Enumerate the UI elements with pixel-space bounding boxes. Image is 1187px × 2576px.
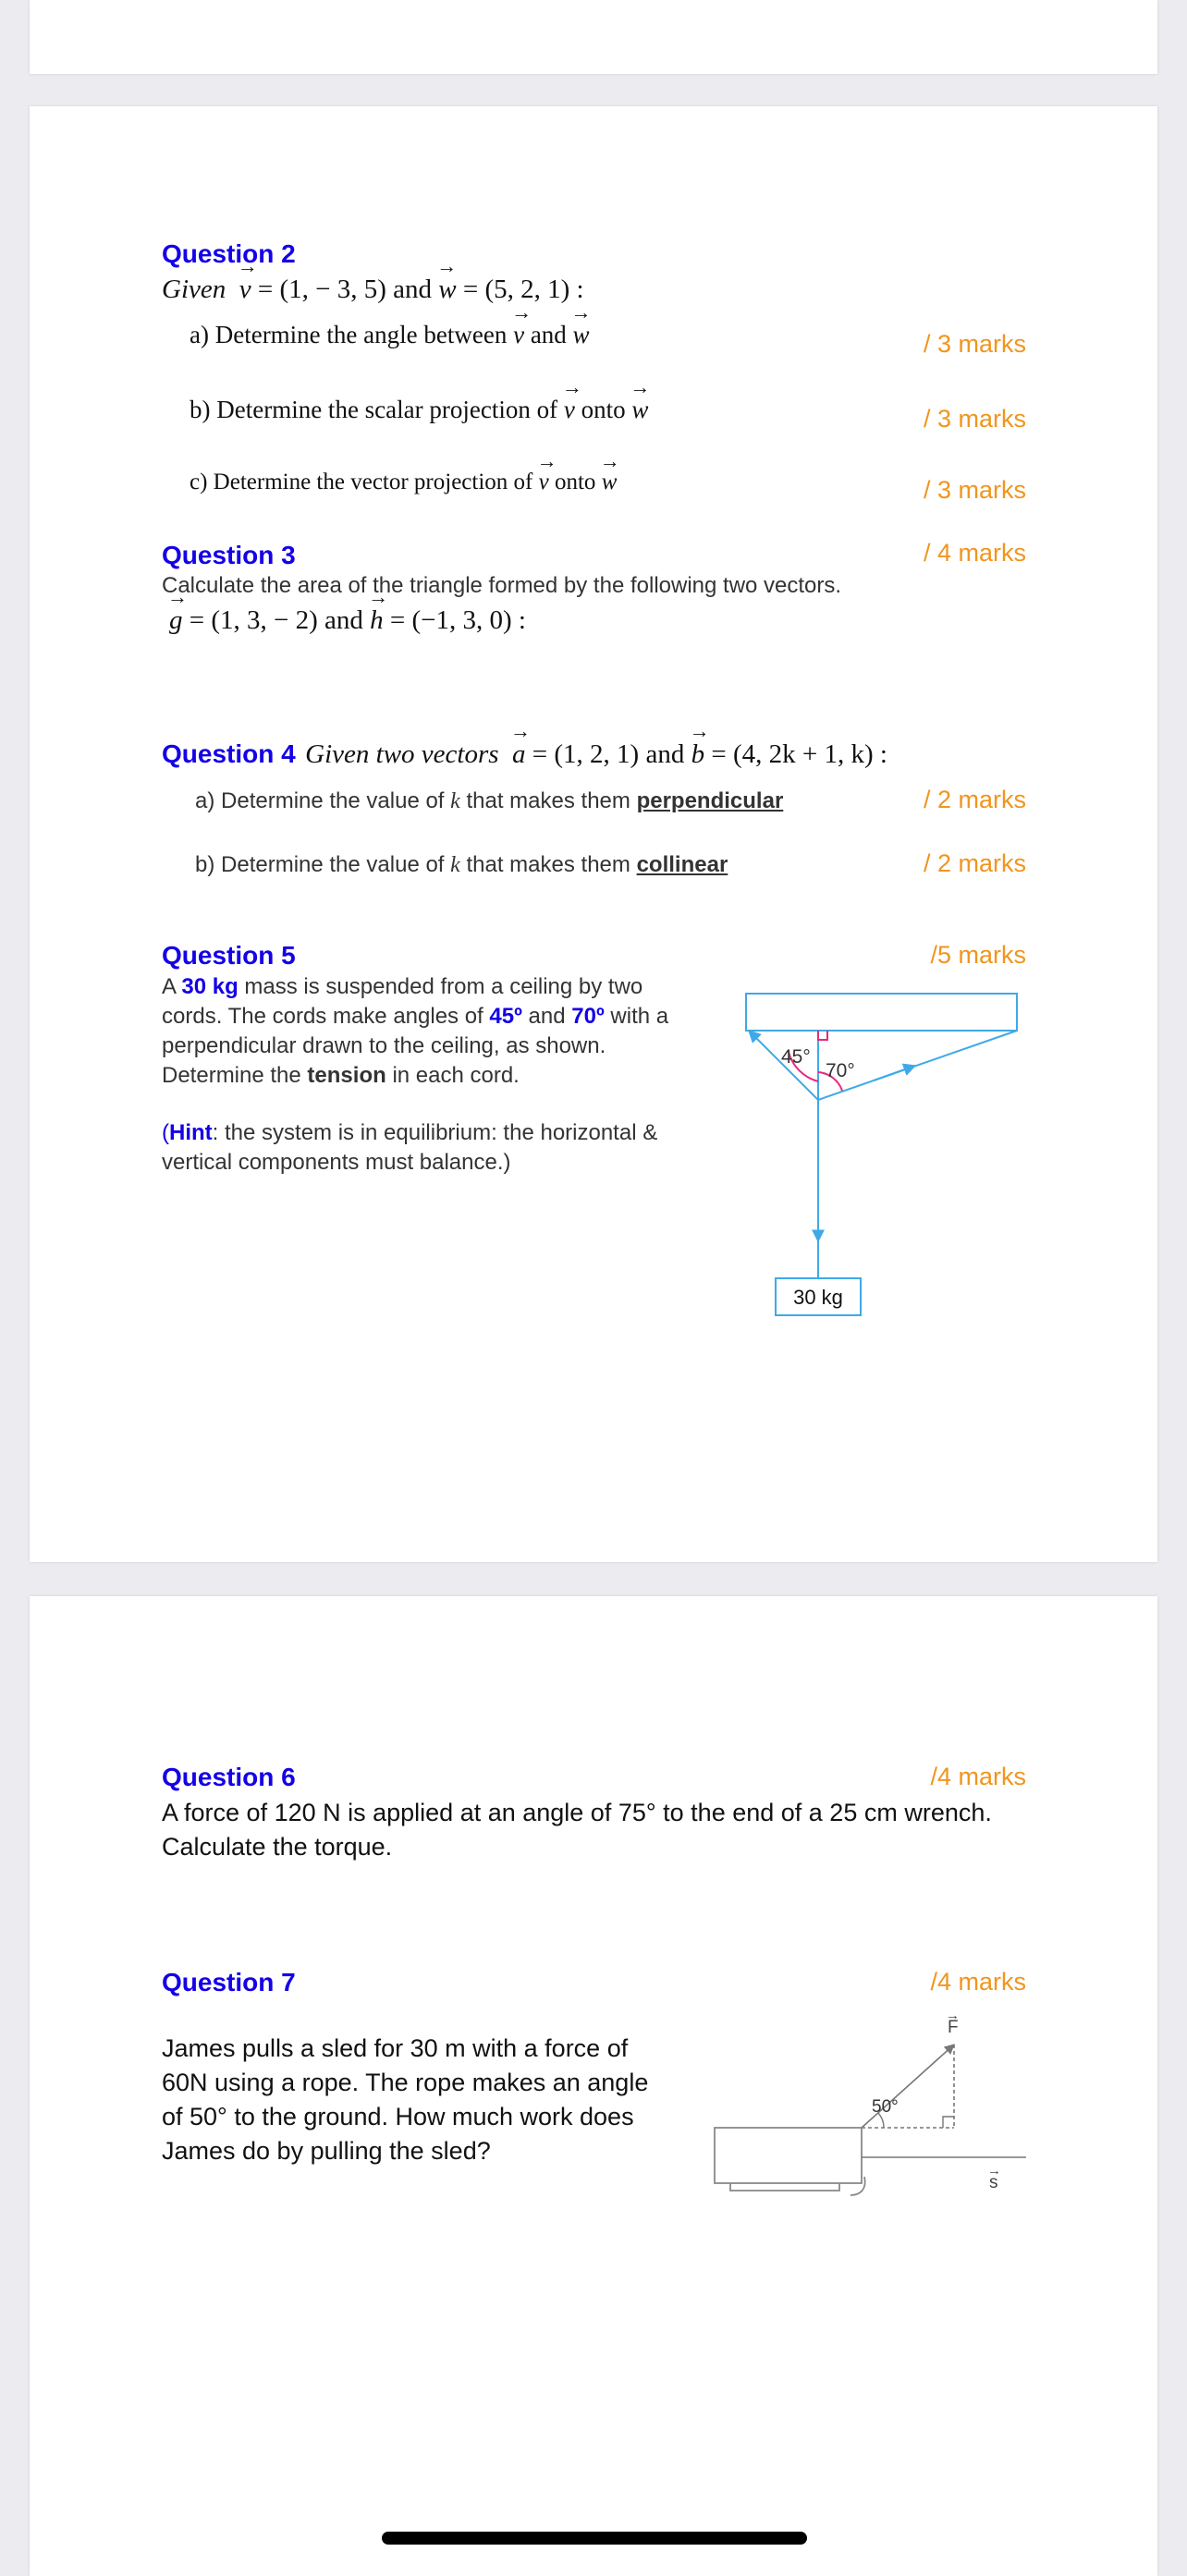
- q4-header: Question 4 Given two vectors → a = (1, 2, 1) and → b = (4, 2k + 1, k) :: [162, 739, 887, 770]
- page-1: [30, 106, 1157, 1562]
- q2-title: Question 2: [162, 239, 296, 268]
- q2-given: Given → v = (1, − 3, 5) and → w = (5, 2, 1) :: [162, 275, 584, 305]
- q6-title: Question 6: [162, 1763, 296, 1791]
- q7-text: James pulls a sled for 30 m with a force of 60N using a rope. The rope makes an angle of 50° to the ground. How much work does James do by pulling the sled?: [162, 2034, 649, 2165]
- q3-title: Question 3: [162, 541, 296, 569]
- q3-text: Calculate the area of the triangle formed by the following two vectors.: [162, 573, 842, 598]
- mass-label: 30 kg: [793, 1286, 843, 1309]
- q4-part-a: a) Determine the value of k that makes them perpendicular: [195, 788, 784, 813]
- q7-marks: /4 marks: [930, 1968, 1026, 1996]
- q2-part-a: a) Determine the angle between → v and → w: [190, 321, 590, 349]
- q5-marks: /5 marks: [930, 941, 1026, 969]
- right-angle-mark: [943, 2117, 954, 2128]
- q6-text: A force of 120 N is applied at an angle of 75° to the end of a 25 cm wrench. Calculate the torque.: [162, 1799, 992, 1861]
- angle-label-right: 70°: [826, 1060, 855, 1081]
- q7-diagram: [712, 2012, 1026, 2252]
- q5-diagram: [735, 984, 1031, 1336]
- page-top: [30, 0, 1157, 74]
- q2-part-b: b) Determine the scalar projection of → v onto → w: [190, 396, 648, 424]
- displacement-label: s: [989, 2173, 998, 2192]
- q6-marks: /4 marks: [930, 1763, 1026, 1790]
- q2-c-marks: / 3 marks: [923, 476, 1026, 504]
- q4-part-b: b) Determine the value of k that makes them collinear: [195, 852, 728, 877]
- sled-runner: [730, 2183, 839, 2191]
- q2-a-marks: / 3 marks: [923, 330, 1026, 358]
- force-arrow-glyph: →: [946, 2012, 960, 2023]
- q4-b-marks: / 2 marks: [923, 849, 1026, 877]
- sled-box: [715, 2128, 862, 2183]
- angle-label-left: 45°: [781, 1046, 811, 1068]
- q5-title: Question 5: [162, 941, 296, 970]
- q4-a-marks: / 2 marks: [923, 786, 1026, 813]
- q7-title: Question 7: [162, 1968, 296, 1996]
- q2-part-c: c) Determine the vector projection of → v onto → w: [190, 470, 617, 495]
- cord-right-arrow: [874, 1066, 915, 1080]
- displacement-arrow-glyph: →: [987, 2163, 1001, 2179]
- right-angle-mark: [818, 1031, 827, 1040]
- q3-vectors: → g = (1, 3, − 2) and → h = (−1, 3, 0) :: [169, 605, 526, 636]
- ceiling: [746, 994, 1017, 1031]
- q5-text: A 30 kg mass is suspended from a ceiling by two cords. The cords make angles of 45º and 70º with a perpendicular drawn to the ceiling, as shown. Determine the tension in each cord.: [162, 974, 669, 1088]
- q2-b-marks: / 3 marks: [923, 405, 1026, 433]
- q3-marks: / 4 marks: [923, 539, 1026, 567]
- home-indicator[interactable]: [382, 2532, 807, 2545]
- force-label: F: [948, 2018, 959, 2037]
- angle-label: 50°: [872, 2097, 899, 2117]
- q5-hint: (Hint: the system is in equilibrium: the horizontal & vertical components must balance.): [162, 1120, 658, 1175]
- page-2: [30, 1596, 1157, 2576]
